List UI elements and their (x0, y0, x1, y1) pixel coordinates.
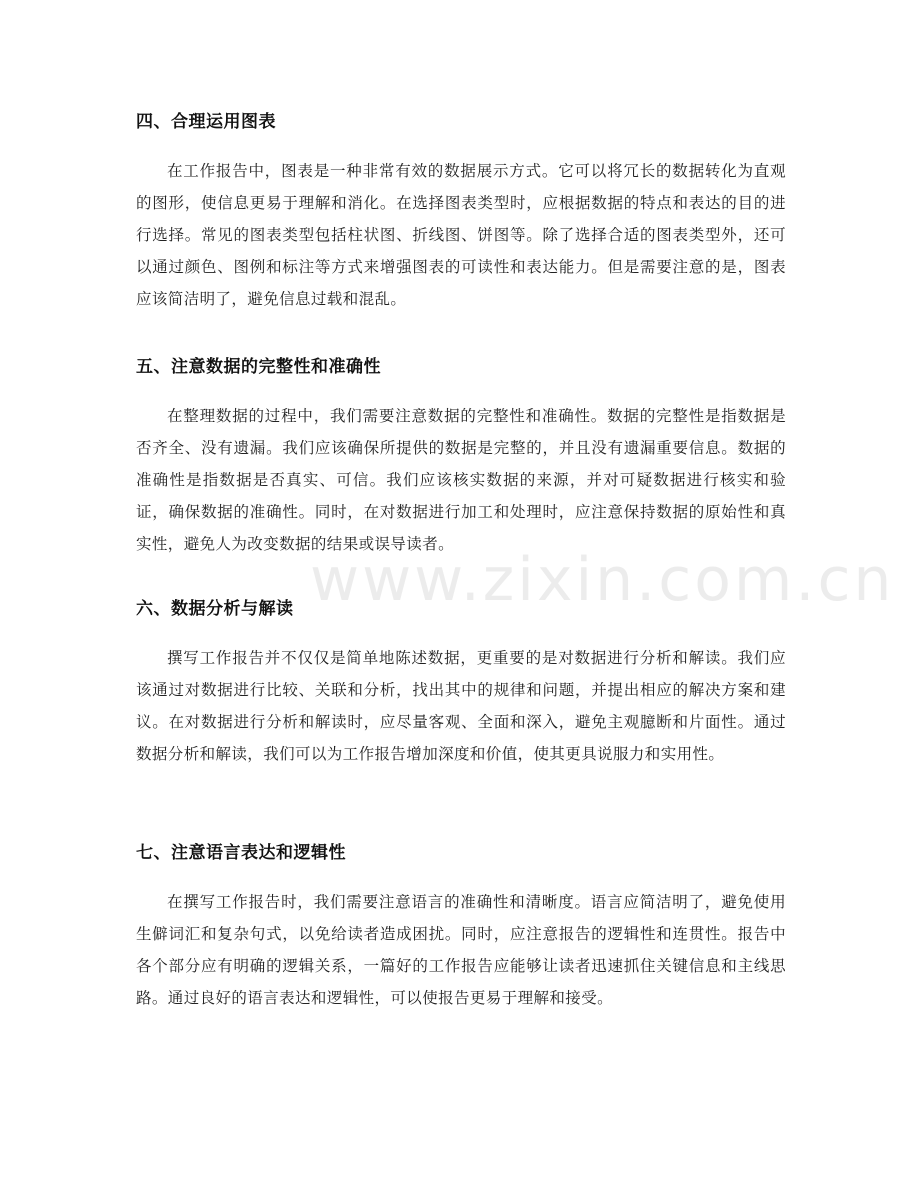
section-heading: 七、注意语言表达和逻辑性 (136, 843, 346, 863)
section-4 (136, 110, 786, 315)
section-paragraph: 撰写工作报告并不仅仅是简单地陈述数据，更重要的是对数据进行分析和解读。我们应该通过对数据进行比较、关联和分析，找出其中的规律和问题，并提出相应的解决方案和建议。在对数据进行分析和解读时，应尽量客观、全面和深入，避免主观臆断和片面性。通过数据分析和解读，我们可以为工作报告增加深度和价值，使其更具说服力和实用性。 (136, 649, 786, 763)
section-7 (136, 841, 786, 1014)
section-6 (136, 597, 786, 770)
section-paragraph: 在工作报告中，图表是一种非常有效的数据展示方式。它可以将冗长的数据转化为直观的图形，使信息更易于理解和消化。在选择图表类型时，应根据数据的特点和表达的目的进行选择。常见的图表类型包括柱状图、折线图、饼图等。除了选择合适的图表类型外，还可以通过颜色、图例和标注等方式来增强图表的可读性和表达能力。但是需要注意的是，图表应该简洁明了，避免信息过载和混乱。 (136, 162, 786, 308)
section-heading: 五、注意数据的完整性和准确性 (136, 357, 381, 377)
watermark: www.zixin.com.cn (310, 545, 895, 615)
section-paragraph: 在撰写工作报告时，我们需要注意语言的准确性和清晰度。语言应简洁明了，避免使用生僻词汇和复杂句式，以免给读者造成困扰。同时，应注意报告的逻辑性和连贯性。报告中各个部分应有明确的逻辑关系，一篇好的工作报告应能够让读者迅速抓住关键信息和主线思路。通过良好的语言表达和逻辑性，可以使报告更易于理解和接受。 (136, 893, 786, 1007)
section-paragraph: 在整理数据的过程中，我们需要注意数据的完整性和准确性。数据的完整性是指数据是否齐全、没有遗漏。我们应该确保所提供的数据是完整的，并且没有遗漏重要信息。数据的准确性是指数据是否真实、可信。我们应该核实数据的来源，并对可疑数据进行核实和验证，确保数据的准确性。同时，在对数据进行加工和处理时，应注意保持数据的原始性和真实性，避免人为改变数据的结果或误导读者。 (136, 407, 786, 553)
section-heading: 六、数据分析与解读 (136, 599, 294, 619)
section-heading: 四、合理运用图表 (136, 112, 276, 132)
section-5 (136, 355, 786, 560)
